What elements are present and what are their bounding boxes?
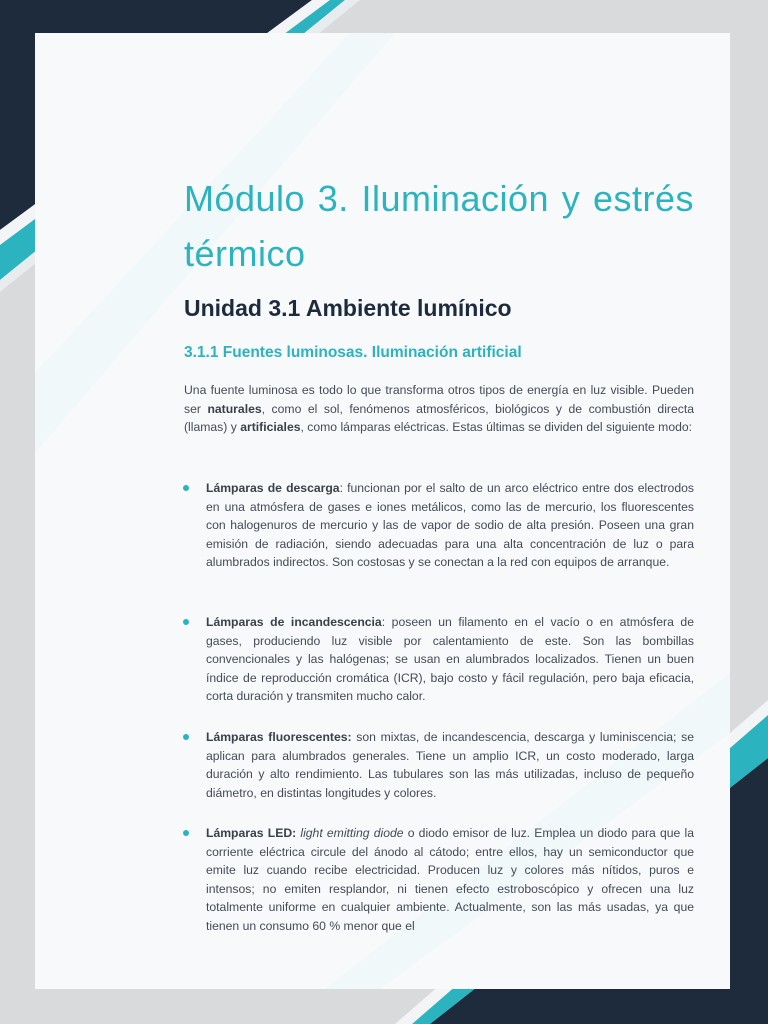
list-item-fluorescentes <box>206 728 694 802</box>
list-item-term: Lámparas LED: <box>206 826 297 840</box>
list-item-incandescencia <box>206 613 694 706</box>
list-item-text: : funcionan por el salto de un arco eléctrico entre dos electrodos en una atmósfera de gases e iones metálicos, como las de mercurio, los fluorescentes con halogenuros de mercurio y las de vapor de sodio de alta presión. Poseen una gran emisión de radiación, siendo adecuadas para una alta concentración de luz o para alumbrados indirectos. Son costosas y se conectan a la red con equipos de arranque. <box>206 481 694 570</box>
bullet-icon <box>183 830 189 836</box>
bullet-icon <box>183 734 189 740</box>
intro-paragraph <box>184 381 694 437</box>
module-title: Módulo 3. Iluminación y estrés térmico <box>184 178 694 274</box>
section-title: 3.1.1 Fuentes luminosas. Iluminación artificial <box>184 344 522 361</box>
bullet-icon <box>183 485 189 491</box>
intro-text-3: , como lámparas eléctricas. Estas últimas se dividen del siguiente modo: <box>300 420 693 435</box>
document-page <box>35 33 730 989</box>
bullet-icon <box>183 619 189 625</box>
list-item-italic: light emitting diode <box>300 826 404 840</box>
list-item-descarga <box>206 479 694 572</box>
intro-text-2: , como el sol, fenómenos atmosféricos, biológicos y de combustión directa (llamas) y <box>184 401 694 435</box>
list-item-term: Lámparas de incandescencia <box>206 615 382 629</box>
list-item-text: : poseen un filamento en el vacío o en atmósfera de gases, produciendo luz visible por calentamiento de este. Son las bombillas convencionales y las halógenas; se usan en alumbrados localizados. Tienen un buen índice de reproducción cromática (ICR), bajo costo y fácil regulación, pero baja eficacia, corta duración y transmiten mucho calor. <box>206 615 694 704</box>
list-item-term: Lámparas fluorescentes: <box>206 730 352 744</box>
intro-term-artificiales: artificiales <box>240 420 301 435</box>
unit-title: Unidad 3.1 Ambiente lumínico <box>184 295 512 321</box>
list-item-text: o diodo emisor de luz. Emplea un diodo para que la corriente eléctrica circule del ánodo al cátodo; entre ellos, hay un semiconductor que emite luz cuando recibe electricidad. Producen luz y colores más nítidos, puros e intensos; no emiten resplandor, ni tienen efecto estroboscópico y ofrecen una luz totalmente uniforme en cualquier ambiente. Actualmente, son las más usadas, ya que tienen un consumo 60 % menor que el <box>206 826 694 933</box>
list-item-text: son mixtas, de incandescencia, descarga y luminiscencia; se aplican para alumbrados generales. Tiene un amplio ICR, un costo moderado, larga duración y alto rendimiento. Las tubulares son las más utilizadas, incluso de pequeño diámetro, en distintas longitudes y colores. <box>206 730 695 800</box>
intro-term-naturales: naturales <box>207 401 262 416</box>
intro-text-1: Una fuente luminosa es todo lo que transforma otros tipos de energía en luz visible. Pueden ser <box>184 383 694 416</box>
list-item-led <box>206 824 694 936</box>
list-item-term: Lámparas de descarga <box>206 481 340 495</box>
